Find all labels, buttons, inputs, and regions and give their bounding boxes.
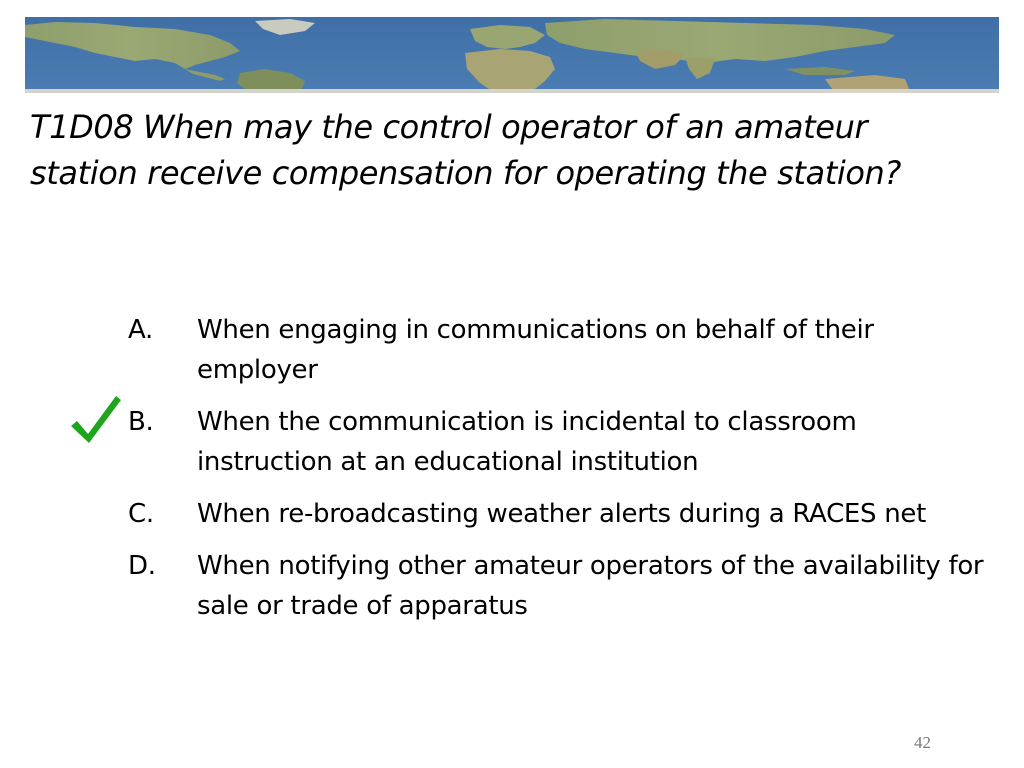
checkmark-icon	[68, 392, 122, 444]
question-title: T1D08 When may the control operator of an amateur station receive compensation for operating the station?	[30, 108, 902, 192]
answer-option-c	[128, 494, 988, 534]
answer-text: When engaging in communications on behalf of their employer	[197, 315, 874, 385]
world-map-banner	[25, 17, 999, 93]
page-number: 42	[914, 733, 931, 752]
answer-text: When the communication is incidental to classroom instruction at an educational institution	[197, 407, 857, 477]
world-map-image	[25, 17, 999, 93]
answer-text: When re-broadcasting weather alerts during a RACES net	[197, 499, 926, 529]
answer-option-d	[128, 546, 988, 626]
answer-option-b	[128, 402, 988, 482]
answer-letter: D.	[128, 551, 156, 581]
answer-letter: C.	[128, 499, 154, 529]
answer-option-a	[128, 310, 988, 390]
answer-list	[128, 310, 988, 638]
answer-text: When notifying other amateur operators of the availability for sale or trade of apparatus	[197, 551, 984, 621]
answer-letter: A.	[128, 315, 153, 345]
answer-letter: B.	[128, 407, 154, 437]
